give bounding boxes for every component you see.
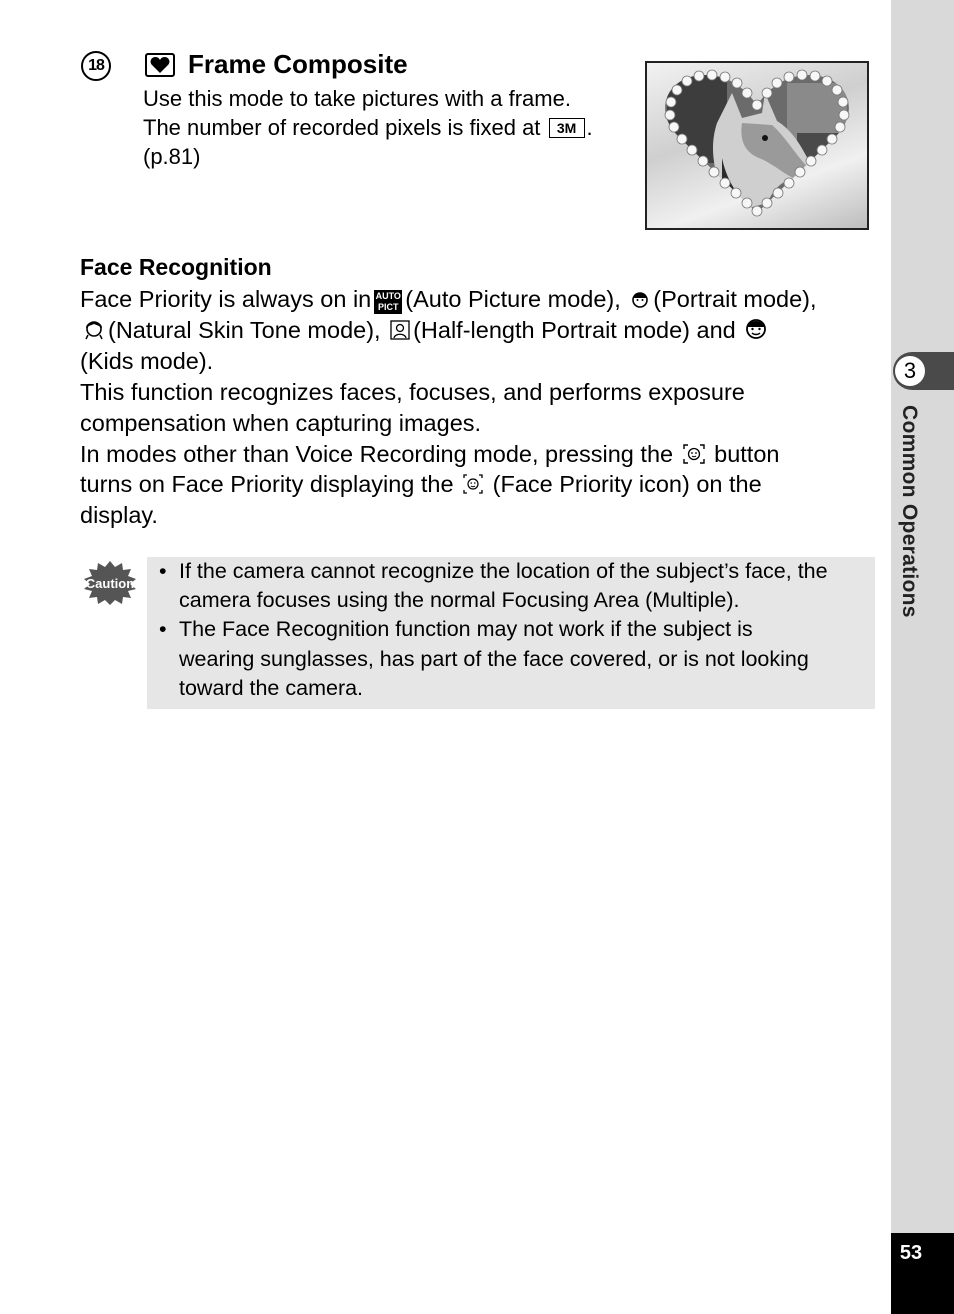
fr-line-6 <box>80 439 779 469</box>
caution-bullet-2-line-3: toward the camera. <box>179 676 364 700</box>
fr-line-1c: (Portrait mode), <box>653 286 817 312</box>
fr-line-1a: Face Priority is always on in <box>80 286 372 312</box>
caution-bullet-2-line-2: wearing sunglasses, has part of the face covered, or is not looking <box>179 647 809 671</box>
caution-bullet-2-symbol: • <box>159 617 167 641</box>
section-text-line-2: The number of recorded pixels is fixed at 3M . <box>143 115 593 140</box>
fr-line-7b: (Face Priority icon) on the <box>492 471 762 497</box>
heart-frame-image <box>647 63 867 228</box>
caution-label: Caution <box>85 576 135 591</box>
caution-bullet-1-symbol: • <box>159 559 167 583</box>
fr-line-6b: button <box>714 441 780 467</box>
page-number: 53 <box>899 1242 923 1264</box>
frame-composite-photo <box>645 61 869 230</box>
portrait-icon <box>629 288 651 310</box>
fr-line-3: (Kids mode). <box>80 348 214 374</box>
fr-line-7 <box>80 469 762 499</box>
section-title: Frame Composite <box>188 49 408 79</box>
face-button-icon <box>682 443 706 465</box>
caution-bullet-1-line-2: camera focuses using the normal Focusing Area (Multiple). <box>179 588 740 612</box>
section-number: 18 <box>81 51 111 81</box>
heart-frame-icon <box>145 53 175 77</box>
caution-bullet-1-line-1: If the camera cannot recognize the location of the subject’s face, the <box>179 559 828 583</box>
chapter-title: Common Operations <box>898 405 921 618</box>
fr-line-5: compensation when capturing images. <box>80 410 482 436</box>
fr-line-6a: In modes other than Voice Recording mode, pressing the <box>80 441 674 467</box>
fr-line-7a: turns on Face Priority displaying the <box>80 471 454 497</box>
auto-pict-bottom: PICT <box>377 302 399 312</box>
fr-line-2a: (Natural Skin Tone mode), <box>108 317 381 343</box>
natural-skin-tone-icon <box>82 317 106 341</box>
chapter-number: 3 <box>895 356 925 386</box>
face-recognition-heading: Face Recognition <box>80 254 272 280</box>
section-text-line-1: Use this mode to take pictures with a frame. <box>143 86 571 111</box>
fr-line-4: This function recognizes faces, focuses, and performs exposure <box>80 379 745 405</box>
fr-line-2 <box>80 315 770 345</box>
auto-pict-top: AUTO <box>375 291 401 301</box>
fr-line-8: display. <box>80 502 158 528</box>
kids-icon <box>744 317 768 341</box>
fr-line-1 <box>80 284 817 314</box>
section-text-line-2-text: The number of recorded pixels is fixed at <box>143 115 541 140</box>
resolution-3m-icon: 3M <box>549 118 585 138</box>
fr-line-1b: (Auto Picture mode), <box>405 286 621 312</box>
caution-icon <box>82 560 138 606</box>
chapter-sidebar <box>891 0 954 1314</box>
face-priority-icon <box>462 473 484 495</box>
half-length-portrait-icon <box>389 319 411 341</box>
caution-bullet-2-line-1: The Face Recognition function may not work if the subject is <box>179 617 753 641</box>
section-text-line-3: (p.81) <box>143 144 201 169</box>
heart-icon <box>150 56 170 74</box>
auto-picture-icon <box>374 290 402 314</box>
fr-line-2b: (Half-length Portrait mode) and <box>413 317 736 343</box>
